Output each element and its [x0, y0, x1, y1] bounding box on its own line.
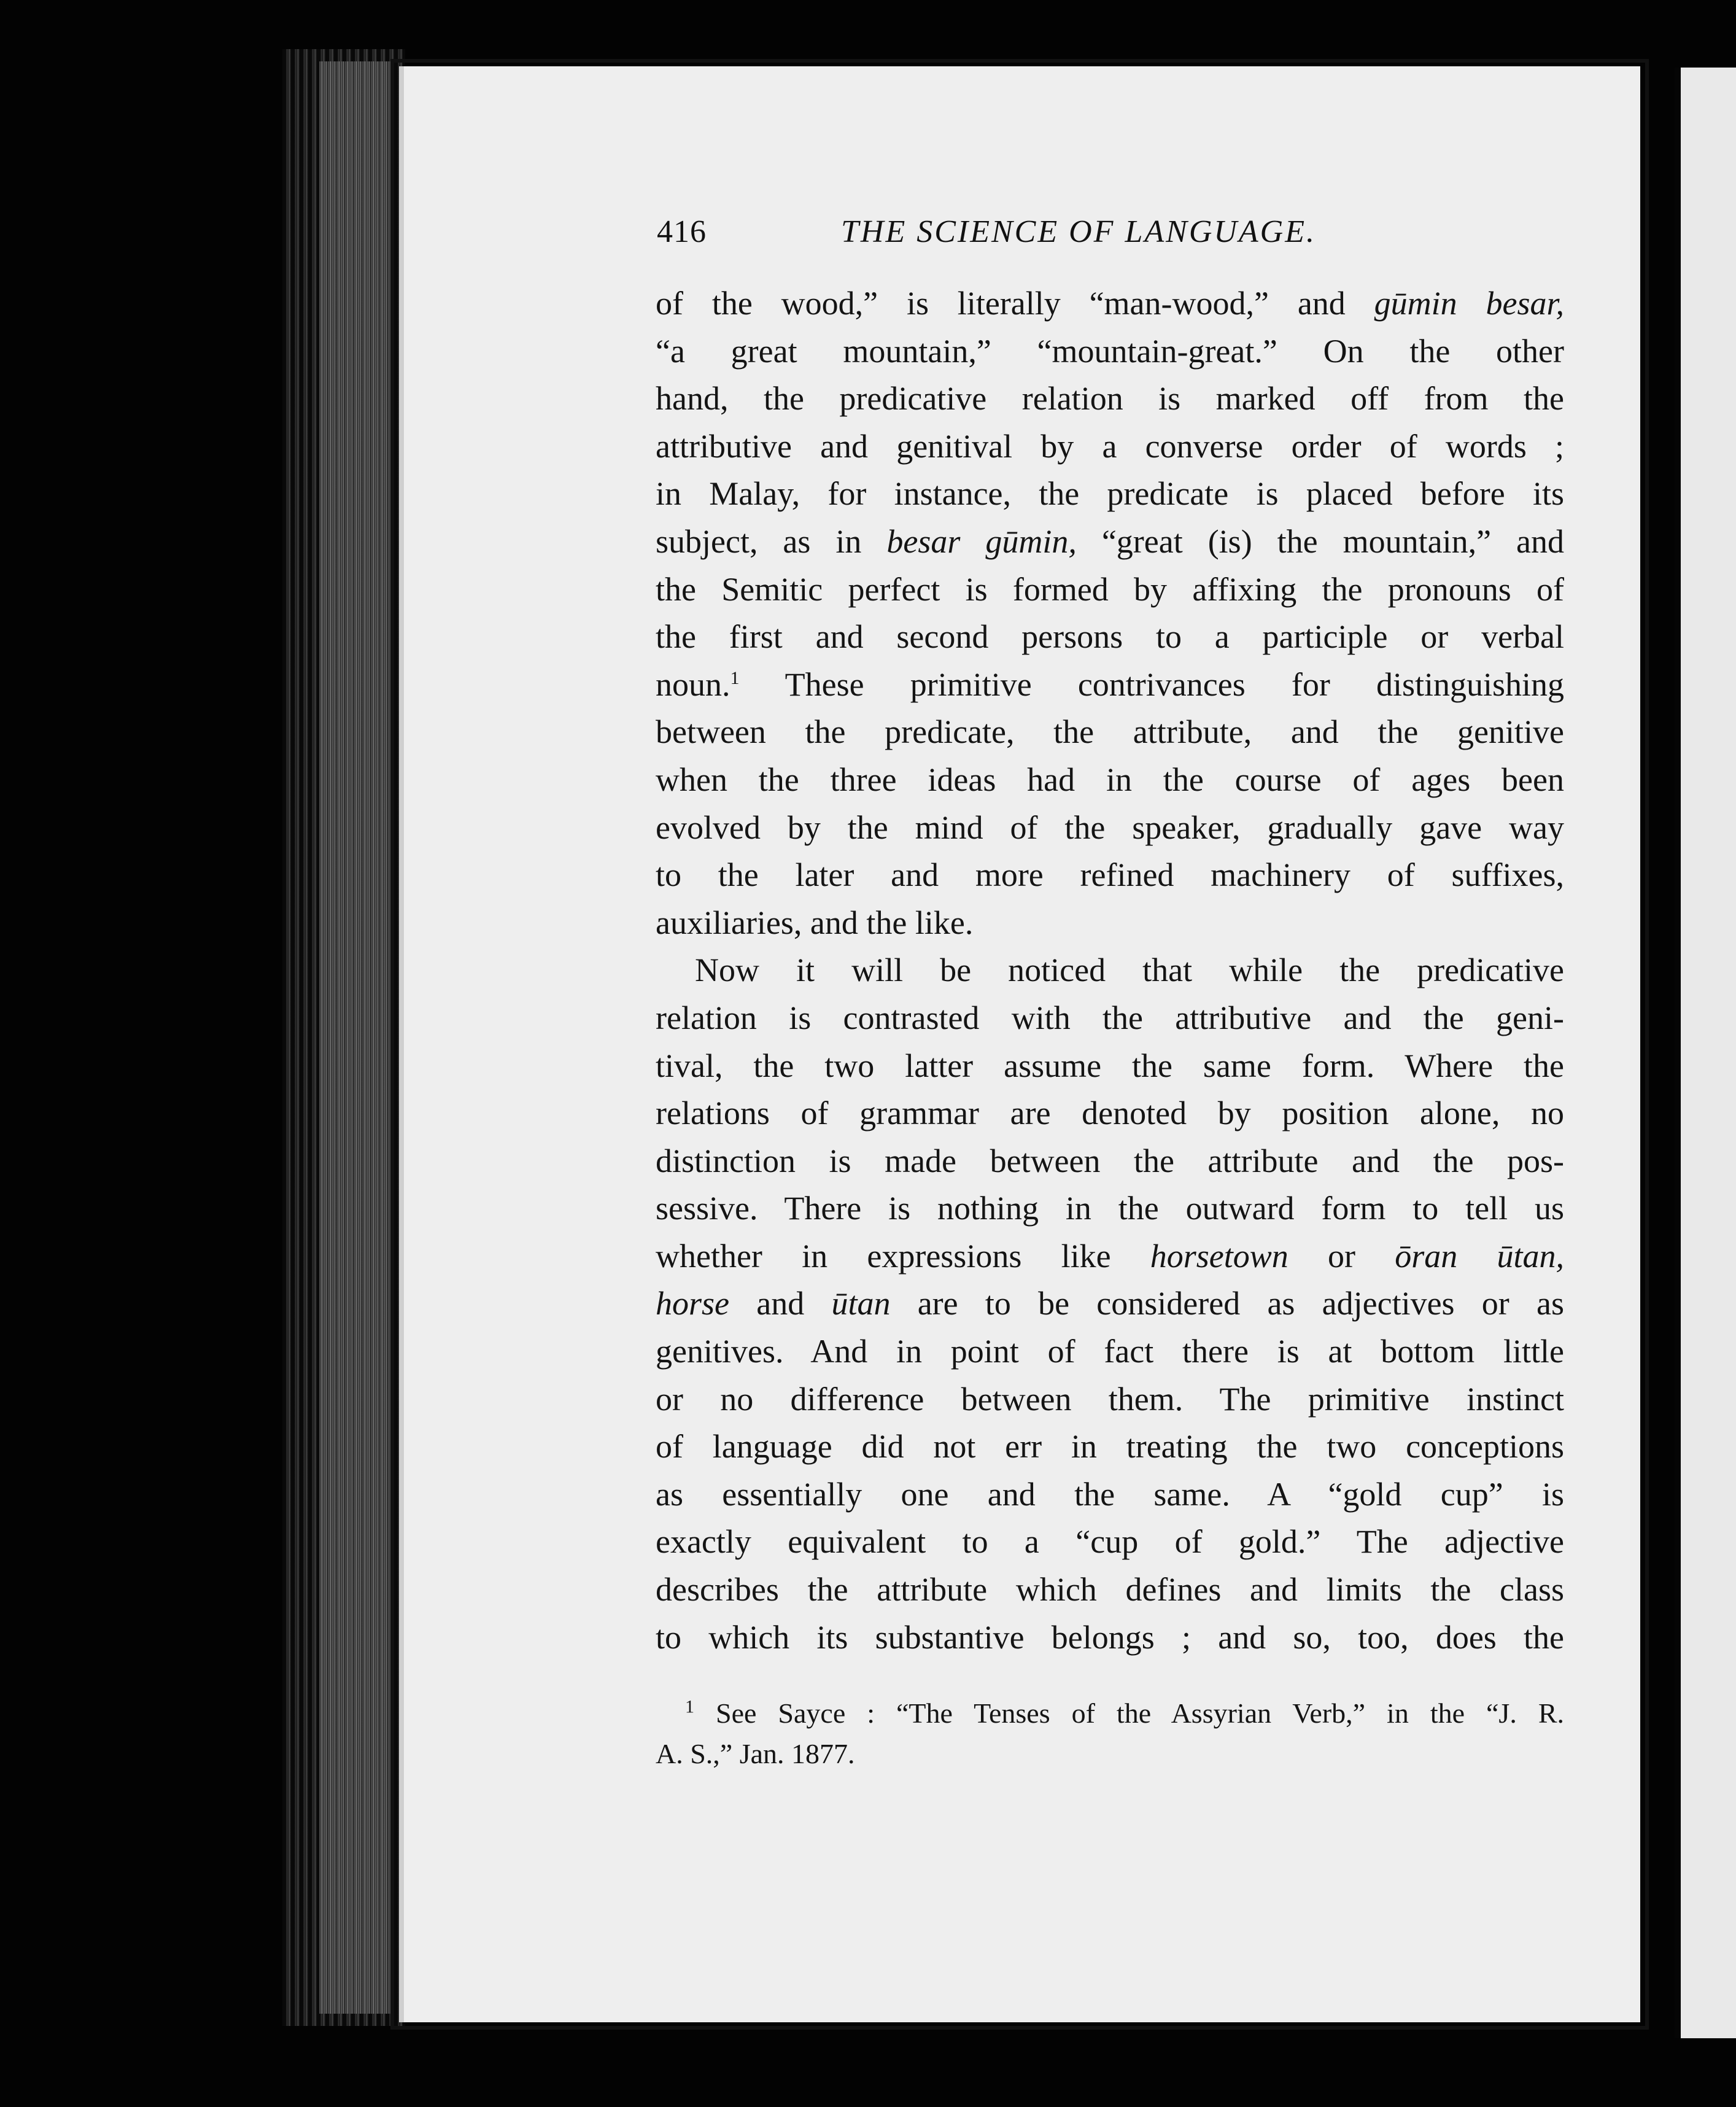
text-run: relations of grammar are denoted by position alone, no: [656, 1095, 1564, 1132]
italic-term: ōran ūtan,: [1395, 1237, 1565, 1275]
italic-term: ūtan: [831, 1285, 891, 1322]
body-text: [656, 280, 1564, 1661]
footnote-line: [656, 1734, 1564, 1774]
text-line: [656, 756, 1564, 804]
text-line: [656, 1090, 1564, 1138]
text-line: [656, 1233, 1564, 1281]
running-title: THE SCIENCE OF LANGUAGE.: [841, 214, 1316, 249]
text-line: [656, 1138, 1564, 1185]
text-run: See Sayce : “The Tenses of the Assyrian Verb,” in the “J. R.: [694, 1698, 1564, 1729]
text-line: [656, 995, 1564, 1042]
text-line: [656, 375, 1564, 423]
text-run: whether in expressions like: [656, 1237, 1150, 1275]
text-line: [656, 1185, 1564, 1233]
text-line: [656, 1614, 1564, 1662]
text-line: [656, 566, 1564, 614]
text-run: are to be considered as adjectives or as: [890, 1285, 1565, 1322]
page-number: 416: [657, 214, 707, 249]
text-run: between the predicate, the attribute, and the genitive: [656, 713, 1564, 751]
text-line: [656, 613, 1564, 661]
book-page-edges-light: [319, 61, 393, 2014]
text-run: to the later and more refined machinery of suffixes,: [656, 856, 1564, 894]
text-run: noun.: [656, 665, 730, 703]
italic-term: horse: [656, 1285, 729, 1322]
facing-page-edge: [1675, 68, 1736, 2038]
text-line: [656, 518, 1564, 566]
text-run: sessive. There is nothing in the outward form to tell us: [656, 1190, 1564, 1227]
text-run: hand, the predicative relation is marked off from the: [656, 380, 1564, 417]
text-line: [656, 328, 1564, 376]
text-line: [656, 1566, 1564, 1614]
running-head: [657, 214, 1565, 263]
text-line: [656, 1376, 1564, 1424]
text-run: or no difference between them. The primitive instinct: [656, 1380, 1564, 1418]
italic-term: besar gūmin,: [886, 522, 1077, 560]
text-line: [656, 1042, 1564, 1090]
italic-term: gūmin besar,: [1374, 285, 1564, 322]
text-run: in Malay, for instance, the predicate is placed before its: [656, 475, 1564, 513]
text-run: A. S.,” Jan. 1877.: [656, 1738, 855, 1769]
text-run: of the wood,” is literally “man-wood,” and: [656, 285, 1374, 322]
text-run: attributive and genitival by a converse order of words ;: [656, 427, 1564, 465]
text-line: [656, 1423, 1564, 1471]
footnote-line: [656, 1693, 1564, 1734]
text-line: [656, 708, 1564, 756]
text-run: to which its substantive belongs ; and so, too, does the: [656, 1618, 1564, 1656]
text-run: the Semitic perfect is formed by affixing the pronouns of: [656, 570, 1564, 608]
text-line: [656, 852, 1564, 899]
text-run: These primitive contrivances for distinguishing: [739, 665, 1564, 703]
text-line: [656, 423, 1564, 471]
text-run: distinction is made between the attribute and the pos-: [656, 1142, 1564, 1179]
text-run: auxiliaries, and the like.: [656, 904, 974, 941]
text-run: exactly equivalent to a “cup of gold.” The adjective: [656, 1523, 1564, 1561]
footnote-marker: 1: [730, 667, 740, 688]
text-run: tival, the two latter assume the same form. Where the: [656, 1047, 1564, 1084]
text-run: the first and second persons to a participle or verbal: [656, 618, 1564, 656]
text-line: [656, 899, 1564, 947]
text-run: subject, as in: [656, 522, 887, 560]
text-line: [656, 470, 1564, 518]
footnote-marker: 1: [685, 1696, 694, 1717]
text-line: [656, 1328, 1564, 1376]
text-line: [656, 1471, 1564, 1519]
text-line: [656, 947, 1564, 995]
text-line: [656, 280, 1564, 328]
text-run: genitives. And in point of fact there is at bottom little: [656, 1333, 1564, 1370]
text-run: describes the attribute which defines and limits the class: [656, 1571, 1564, 1608]
text-run: when the three ideas had in the course of ages been: [656, 761, 1564, 798]
footnote: [656, 1693, 1564, 1774]
text-run: as essentially one and the same. A “gold cup” is: [656, 1475, 1564, 1513]
text-run: and: [729, 1285, 832, 1322]
text-line: [656, 804, 1564, 852]
text-run: evolved by the mind of the speaker, gradually gave way: [656, 809, 1564, 846]
text-run: or: [1288, 1237, 1395, 1275]
text-line: [656, 1518, 1564, 1566]
text-run: relation is contrasted with the attributive and the geni-: [656, 999, 1564, 1036]
text-run: “a great mountain,” “mountain-great.” On the other: [656, 332, 1564, 370]
text-run: “great (is) the mountain,” and: [1076, 522, 1564, 560]
text-line: [656, 661, 1564, 709]
text-line: [656, 1280, 1564, 1328]
text-run: of language did not err in treating the two conceptions: [656, 1428, 1564, 1465]
text-run: Now it will be noticed that while the predicative: [695, 952, 1564, 989]
italic-term: horsetown: [1150, 1237, 1288, 1275]
